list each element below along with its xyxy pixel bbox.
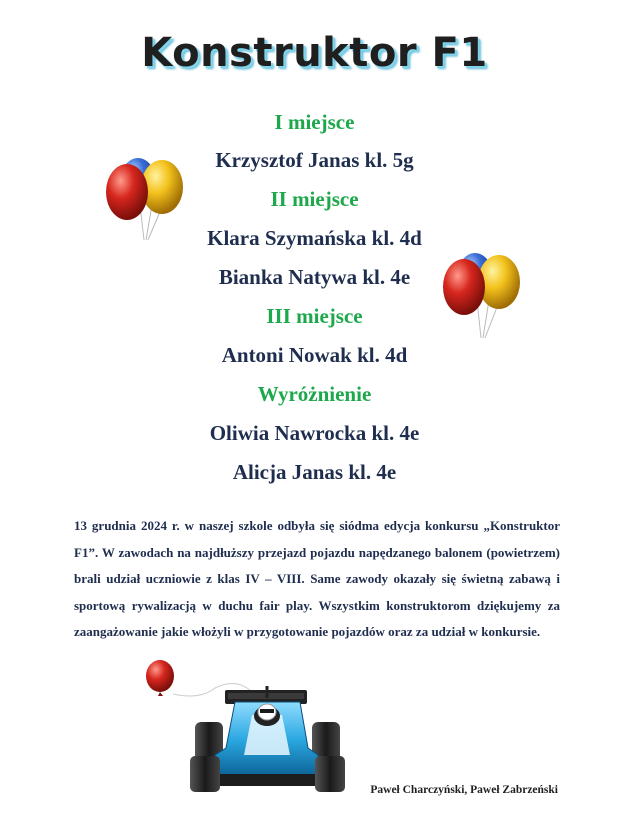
honorable-mention-heading: Wyróżnienie: [257, 382, 372, 406]
winner-name-2a: Klara Szymańska kl. 4d: [207, 226, 422, 250]
authors-signature: Paweł Charczyński, Paweł Zabrzeński: [370, 784, 558, 796]
page-title: Konstruktor F1: [141, 30, 488, 76]
f1-car-balloon-icon: [140, 660, 390, 795]
mention-name-1: Oliwia Nawrocka kl. 4e: [209, 421, 420, 445]
contest-description: 13 grudnia 2024 r. w naszej szkole odbyła się siódma edycja konkursu „Konstruktor F1”. W zawodach na najdłuższy przejazd pojazdu napędzanego balonem (powietrzem) brali udział uczniowie z klas IV – VIII. Same zawody okazały się świetną zabawą i sportową rywalizacją w duchu fair play. Wszystkim konstruktorom dziękujemy za zaangażowanie jakie włożyli w przygotowanie pojazdów oraz za udział w konkursie.: [74, 518, 560, 639]
winner-name-2b: Bianka Natywa kl. 4e: [218, 265, 411, 289]
balloons-right-icon: [437, 250, 532, 345]
winner-name-3: Antoni Nowak kl. 4d: [221, 343, 408, 367]
mention-name-2: Alicja Janas kl. 4e: [232, 460, 397, 484]
place-heading-1: I miejsce: [274, 110, 355, 134]
winner-name-1: Krzysztof Janas kl. 5g: [215, 148, 414, 172]
place-heading-3: III miejsce: [266, 304, 363, 328]
balloons-left-icon: [100, 155, 195, 250]
place-heading-2: II miejsce: [270, 187, 359, 211]
